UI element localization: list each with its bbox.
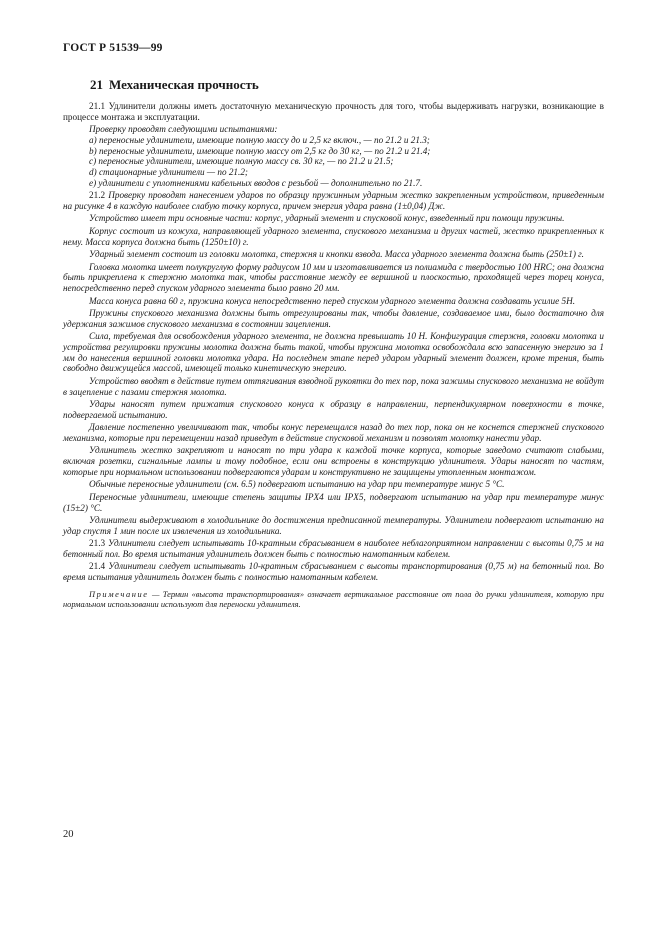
paragraph-head: Головка молотка имеет полукруглую форму радиусом 10 мм и изготавливается из полиамида с твердостью 100 HRC; она должна быть прикреплена к стержню молотка так, чтобы расстояние между ее вершиной и плоскостью, проходящей через торец конуса, непосредственно перед спуском ударного элемента было равно 20 мм. xyxy=(63,261,604,294)
note-label: Примечание xyxy=(89,589,149,599)
paragraph-force: Сила, требуемая для освобождения ударного элемента, не должна превышать 10 Н. Конфигурация стержня, головки молотка и устройства регулировки пружины молотка должна быть такой, чтобы пружина молотка освобождала всю запасенную энергию за 1 мм до нанесения вершиной головки молотка удара. На последнем этапе перед ударом ударный элемент должен, кроме трения, быть свободно движущейся массой, имеющей только кинетическую энергию. xyxy=(63,331,604,374)
clause-number-21-2: 21.2 xyxy=(89,190,109,201)
note-text: — Термин «высота транспортирования» означает вертикальное расстояние от пола до ручки удлинителя, которую при нормальном использовании используют для переноски удлинителя. xyxy=(63,589,604,609)
paragraph-device: Устройство имеет три основные части: корпус, ударный элемент и спусковой конус, взведенный при помощи пружины. xyxy=(89,213,565,224)
paragraph-ipx: Переносные удлинители, имеющие степень защиты IPX4 или IPX5, подвергают испытанию на удар при температуре минус (15±2) °С. xyxy=(63,491,604,513)
paragraph-body: Корпус состоит из кожуха, направляющей ударного элемента, спускового механизма и других частей, жестко прикрепленных к нему. Масса корпуса должна быть (1250±10) г. xyxy=(63,225,604,247)
paragraph-21-2 xyxy=(63,190,604,211)
list-item-a: a) переносные удлинители, имеющие полную массу до и 2,5 кг включ., — по 21.2 и 21.3; xyxy=(89,134,430,145)
paragraph-21-4 xyxy=(63,561,604,582)
paragraph-21-1-intro: Проверку проводят следующими испытаниями: xyxy=(89,124,278,135)
section-title xyxy=(90,77,259,93)
paragraph-blows: Удары наносят путем прижатия спускового конуса к образцу в направлении, перпендикулярном поверхности в точке, подвергаемой испытанию. xyxy=(63,399,604,420)
paragraph-cone: Масса конуса равна 60 г, пружина конуса непосредственно перед спуском ударного элемента должна создавать усилие 5Н. xyxy=(89,295,576,306)
paragraph-normal-temp: Обычные переносные удлинители (см. 6.5) подвергают испытанию на удар при температуре минус 5 °С. xyxy=(89,479,505,490)
paragraph-fixed: Удлинитель жестко закрепляют и наносят по три удара к каждой точке корпуса, которые заведомо считают слабыми, включая розетки, сигнальные лампы и тому подобное, если они встроены в конструкцию удлинителя. Удары наносят по частям, которые при нормальном использовании подвергаются ударам и конструктивно не защищены утопленным монтажом. xyxy=(63,445,604,477)
paragraph-pressure: Давление постепенно увеличивают так, чтобы конус перемещался назад до тех пор, пока он не коснется стержней спускового механизма, которые при перемещении назад приведут в действие спусковой механизм и позволят молотку нанести удар. xyxy=(63,422,604,443)
list-item-d: d) стационарные удлинители — по 21.2; xyxy=(89,167,248,178)
list-item-b: b) переносные удлинители, имеющие полную массу от 2,5 кг до 30 кг, — по 21.2 и 21.4; xyxy=(89,145,431,156)
list-item-c: c) переносные удлинители, имеющие полную массу св. 30 кг, — по 21.2 и 21.5; xyxy=(89,156,394,167)
page-number: 20 xyxy=(63,829,74,840)
clause-number-21-4: 21.4 xyxy=(89,561,109,572)
document-body xyxy=(63,101,604,612)
note xyxy=(63,590,604,610)
section-title-text: Механическая прочность xyxy=(109,77,259,92)
paragraph-21-3 xyxy=(63,538,604,559)
section-number: 21 xyxy=(90,77,103,92)
paragraph-21-2-text: Проверку проводят нанесением ударов по образцу пружинным ударным жестко закрепленным устройством, приведенным на рисунке 4 в каждую наиболее слабую точку корпуса, причем энергия удара равна (1±0,04) Дж. xyxy=(63,190,604,211)
paragraph-striker: Ударный элемент состоит из головки молотка, стержня и кнопки взвода. Масса ударного элемента должна быть (250±1) г. xyxy=(89,249,584,260)
clause-number-21-3: 21.3 xyxy=(89,538,108,549)
paragraph-21-4-text: Удлинители следует испытывать 10-кратным сбрасыванием с высоты транспортирования (0,75 м) на бетонный пол. Во время испытания удлинитель должен быть с полностью намотанным кабелем. xyxy=(63,561,604,583)
paragraph-fridge: Удлинители выдерживают в холодильнике до достижения предписанной температуры. Удлинители подвергают испытанию на удар спустя 1 мин после их извлечения из холодильника. xyxy=(63,515,604,536)
paragraph-21-3-text: Удлинители следует испытывать 10-кратным сбрасыванием в наиболее неблагоприятном направлении с высоты 0,75 м на бетонный пол. Во время испытания удлинитель должен быть с полностью намотанным кабелем. xyxy=(63,538,605,559)
list-item-e: e) удлинители с уплотнениями кабельных вводов с резьбой — дополнительно по 21.7. xyxy=(89,177,423,188)
paragraph-cocking: Устройство вводят в действие путем оттягивания взводной рукоятки до тех пор, пока зажимы спускового механизма не войдут в зацепление с пазами стержня молотка. xyxy=(63,375,604,397)
standard-header: ГОСТ Р 51539—99 xyxy=(63,42,163,54)
paragraph-springs: Пружины спускового механизма должны быть отрегулированы так, чтобы давление, создаваемое ими, было достаточно для удержания зажимов спускового механизма в состоянии зацепления. xyxy=(63,308,604,329)
paragraph-21-1: 21.1 Удлинители должны иметь достаточную механическую прочность для того, чтобы выдерживать нагрузки, возникающие в процессе монтажа и эксплуатации. xyxy=(63,101,604,122)
